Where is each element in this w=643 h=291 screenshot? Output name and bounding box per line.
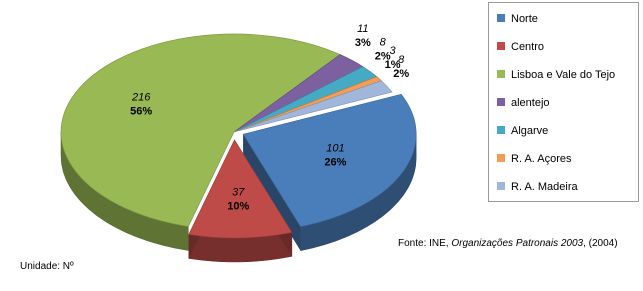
data-label-count-lisboa: 216	[132, 91, 151, 104]
legend-swatch	[497, 42, 505, 50]
legend-item-madeira	[497, 180, 578, 194]
legend-swatch	[497, 98, 505, 106]
legend-label: alentejo	[511, 97, 550, 109]
legend-label: R. A. Madeira	[511, 181, 578, 193]
data-label-count-algarve: 8	[379, 36, 386, 49]
legend-swatch	[497, 126, 505, 134]
chart-legend	[488, 2, 639, 202]
data-label-count-madeira: 8	[398, 53, 405, 66]
legend-swatch	[497, 182, 505, 190]
data-label-pct-alentejo: 3%	[354, 37, 371, 50]
data-label-pct-algarve: 2%	[374, 50, 391, 63]
data-label-pct-acores: 1%	[384, 58, 401, 71]
legend-item-alentejo	[497, 96, 550, 110]
legend-item-centro	[497, 40, 544, 54]
data-label-pct-madeira: 2%	[393, 67, 410, 80]
legend-label: Norte	[511, 13, 538, 25]
data-label-count-norte: 101	[326, 142, 345, 155]
legend-label: Centro	[511, 41, 545, 53]
legend-item-acores	[497, 152, 572, 166]
legend-item-algarve	[497, 124, 548, 138]
legend-label: Algarve	[511, 125, 549, 137]
unit-note: Unidade: Nº	[20, 261, 74, 272]
data-label-pct-lisboa: 56%	[130, 105, 153, 118]
source-note: Fonte: INE, Organizações Patronais 2003, (2004)	[398, 238, 618, 249]
legend-swatch	[497, 14, 505, 22]
data-label-count-acores: 3	[389, 44, 396, 57]
data-label-count-centro: 37	[232, 186, 245, 199]
legend-item-norte	[497, 12, 538, 26]
legend-item-lisboa	[497, 68, 615, 82]
data-label-pct-centro: 10%	[227, 200, 250, 213]
data-label-pct-norte: 26%	[324, 156, 347, 169]
legend-swatch	[497, 154, 505, 162]
data-label-count-alentejo: 11	[357, 23, 369, 36]
legend-swatch	[497, 70, 505, 78]
legend-label: Lisboa e Vale do Tejo	[511, 69, 616, 81]
legend-label: R. A. Açores	[511, 153, 572, 165]
